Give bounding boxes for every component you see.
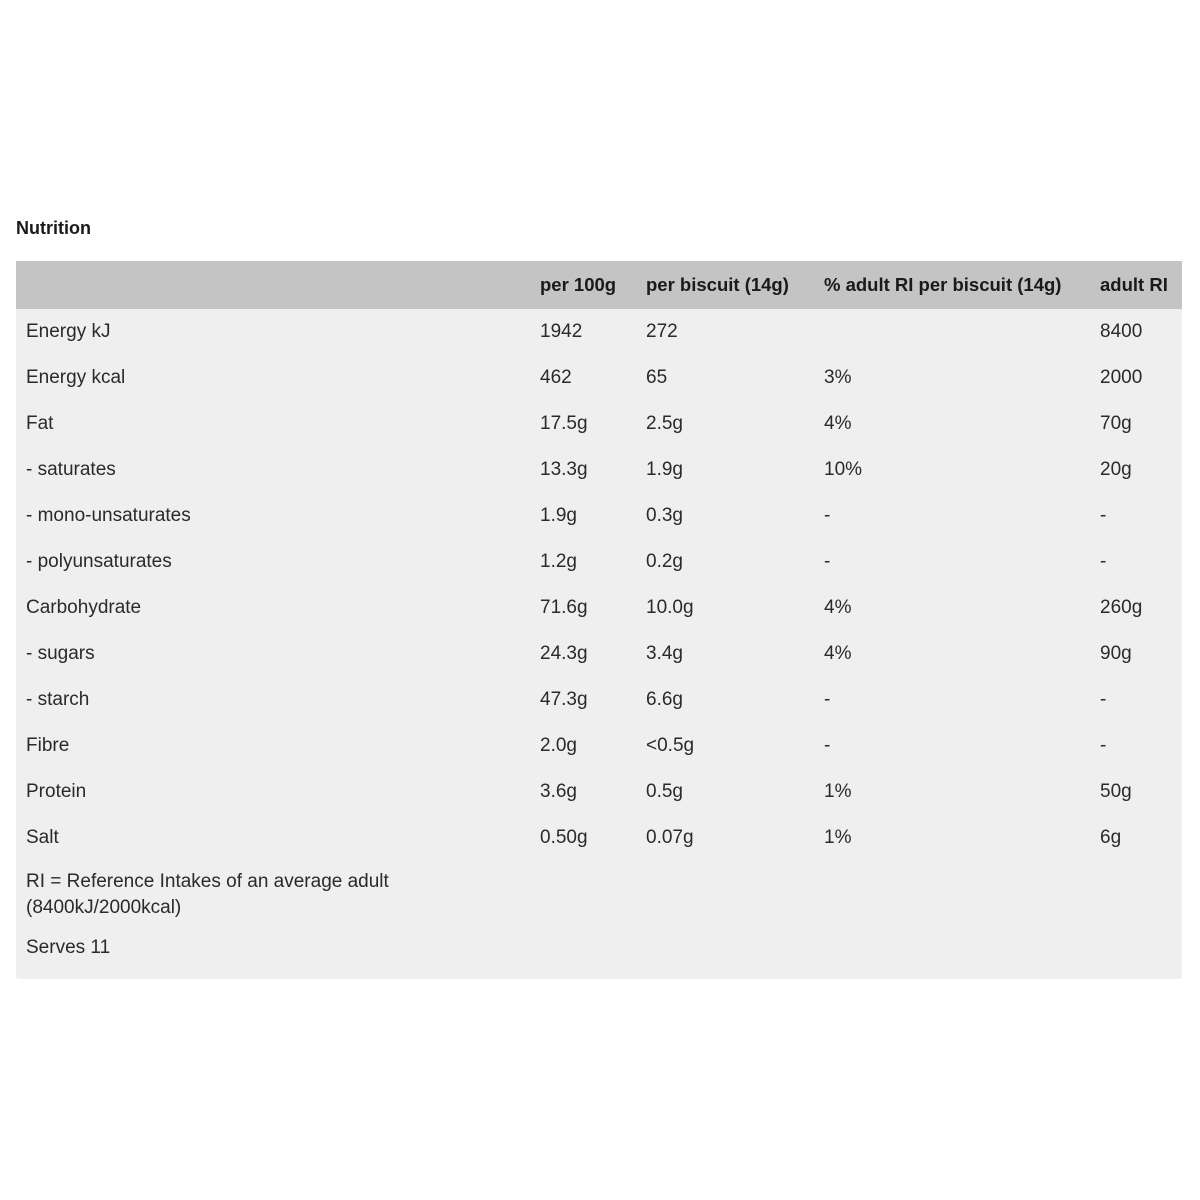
table-row	[16, 447, 1182, 493]
table-row	[16, 539, 1182, 585]
table-row	[16, 769, 1182, 815]
value-percent-ri: -	[824, 689, 831, 710]
nutrient-name: Fibre	[26, 735, 70, 756]
value-per-100g: 3.6g	[540, 781, 577, 802]
nutrient-name: Salt	[26, 827, 59, 848]
table-row	[16, 631, 1182, 677]
header-percent-ri: % adult RI per biscuit (14g)	[824, 274, 1062, 295]
value-percent-ri: 10%	[824, 459, 863, 480]
nutrient-name: - polyunsaturates	[26, 551, 172, 572]
nutrient-name: Carbohydrate	[26, 597, 142, 618]
value-per-biscuit: 3.4g	[646, 643, 683, 664]
value-adult-ri: 8400	[1100, 321, 1143, 342]
nutrition-table	[16, 261, 1182, 965]
nutrient-name: Energy kJ	[26, 321, 111, 342]
value-per-biscuit: 1.9g	[646, 459, 683, 480]
value-per-biscuit: 0.5g	[646, 781, 683, 802]
serves-row	[16, 927, 1182, 965]
value-per-100g: 0.50g	[540, 827, 588, 848]
table-row	[16, 493, 1182, 539]
table-row	[16, 723, 1182, 769]
table-row	[16, 677, 1182, 723]
value-per-biscuit: 10.0g	[646, 597, 694, 618]
reference-intake-note: RI = Reference Intakes of an average adult (8400kJ/2000kcal)	[26, 871, 389, 918]
header-nutrient	[16, 261, 530, 309]
value-per-100g: 17.5g	[540, 413, 588, 434]
nutrient-name: Protein	[26, 781, 87, 802]
serves-text: Serves 11	[26, 937, 111, 958]
value-per-100g: 47.3g	[540, 689, 588, 710]
value-per-biscuit: 0.2g	[646, 551, 683, 572]
value-per-biscuit: <0.5g	[646, 735, 695, 756]
value-adult-ri: -	[1100, 689, 1107, 710]
value-percent-ri: 1%	[824, 781, 852, 802]
table-body	[16, 309, 1182, 965]
nutrient-name: Energy kcal	[26, 367, 126, 388]
value-adult-ri: 70g	[1100, 413, 1132, 434]
nutrient-name: - starch	[26, 689, 90, 710]
header-per-biscuit: per biscuit (14g)	[646, 274, 789, 295]
value-percent-ri: 4%	[824, 643, 852, 664]
value-per-100g: 13.3g	[540, 459, 588, 480]
table-header-row	[16, 261, 1182, 309]
table-row	[16, 401, 1182, 447]
value-percent-ri: 4%	[824, 413, 852, 434]
value-adult-ri: 260g	[1100, 597, 1143, 618]
nutrient-name: - sugars	[26, 643, 95, 664]
value-per-biscuit: 2.5g	[646, 413, 683, 434]
value-percent-ri: -	[824, 735, 831, 756]
nutrient-name: Fat	[26, 413, 54, 434]
header-adult-ri: adult RI	[1100, 274, 1168, 295]
section-title: Nutrition	[16, 218, 91, 238]
table-row	[16, 309, 1182, 355]
value-adult-ri: 90g	[1100, 643, 1132, 664]
value-percent-ri: -	[824, 551, 831, 572]
value-per-100g: 1.2g	[540, 551, 577, 572]
value-per-biscuit: 0.3g	[646, 505, 683, 526]
table-row	[16, 585, 1182, 631]
value-percent-ri: -	[824, 505, 831, 526]
value-per-biscuit: 272	[646, 321, 678, 342]
nutrition-panel	[16, 261, 1182, 979]
value-adult-ri: -	[1100, 735, 1107, 756]
value-adult-ri: 6g	[1100, 827, 1122, 848]
value-percent-ri	[814, 309, 1090, 355]
value-adult-ri: 2000	[1100, 367, 1143, 388]
reference-note-row	[16, 861, 1182, 927]
value-per-100g: 1942	[540, 321, 583, 342]
value-per-100g: 462	[540, 367, 572, 388]
nutrient-name: - saturates	[26, 459, 116, 480]
value-per-100g: 1.9g	[540, 505, 577, 526]
value-per-100g: 2.0g	[540, 735, 577, 756]
value-per-100g: 24.3g	[540, 643, 588, 664]
nutrient-name: - mono-unsaturates	[26, 505, 191, 526]
value-percent-ri: 4%	[824, 597, 852, 618]
header-per-100g: per 100g	[540, 274, 617, 295]
value-per-biscuit: 6.6g	[646, 689, 683, 710]
value-per-100g: 71.6g	[540, 597, 588, 618]
value-percent-ri: 3%	[824, 367, 852, 388]
table-row	[16, 815, 1182, 861]
value-adult-ri: -	[1100, 505, 1107, 526]
value-adult-ri: -	[1100, 551, 1107, 572]
value-adult-ri: 20g	[1100, 459, 1132, 480]
value-adult-ri: 50g	[1100, 781, 1132, 802]
table-row	[16, 355, 1182, 401]
value-percent-ri: 1%	[824, 827, 852, 848]
value-per-biscuit: 65	[646, 367, 668, 388]
value-per-biscuit: 0.07g	[646, 827, 694, 848]
